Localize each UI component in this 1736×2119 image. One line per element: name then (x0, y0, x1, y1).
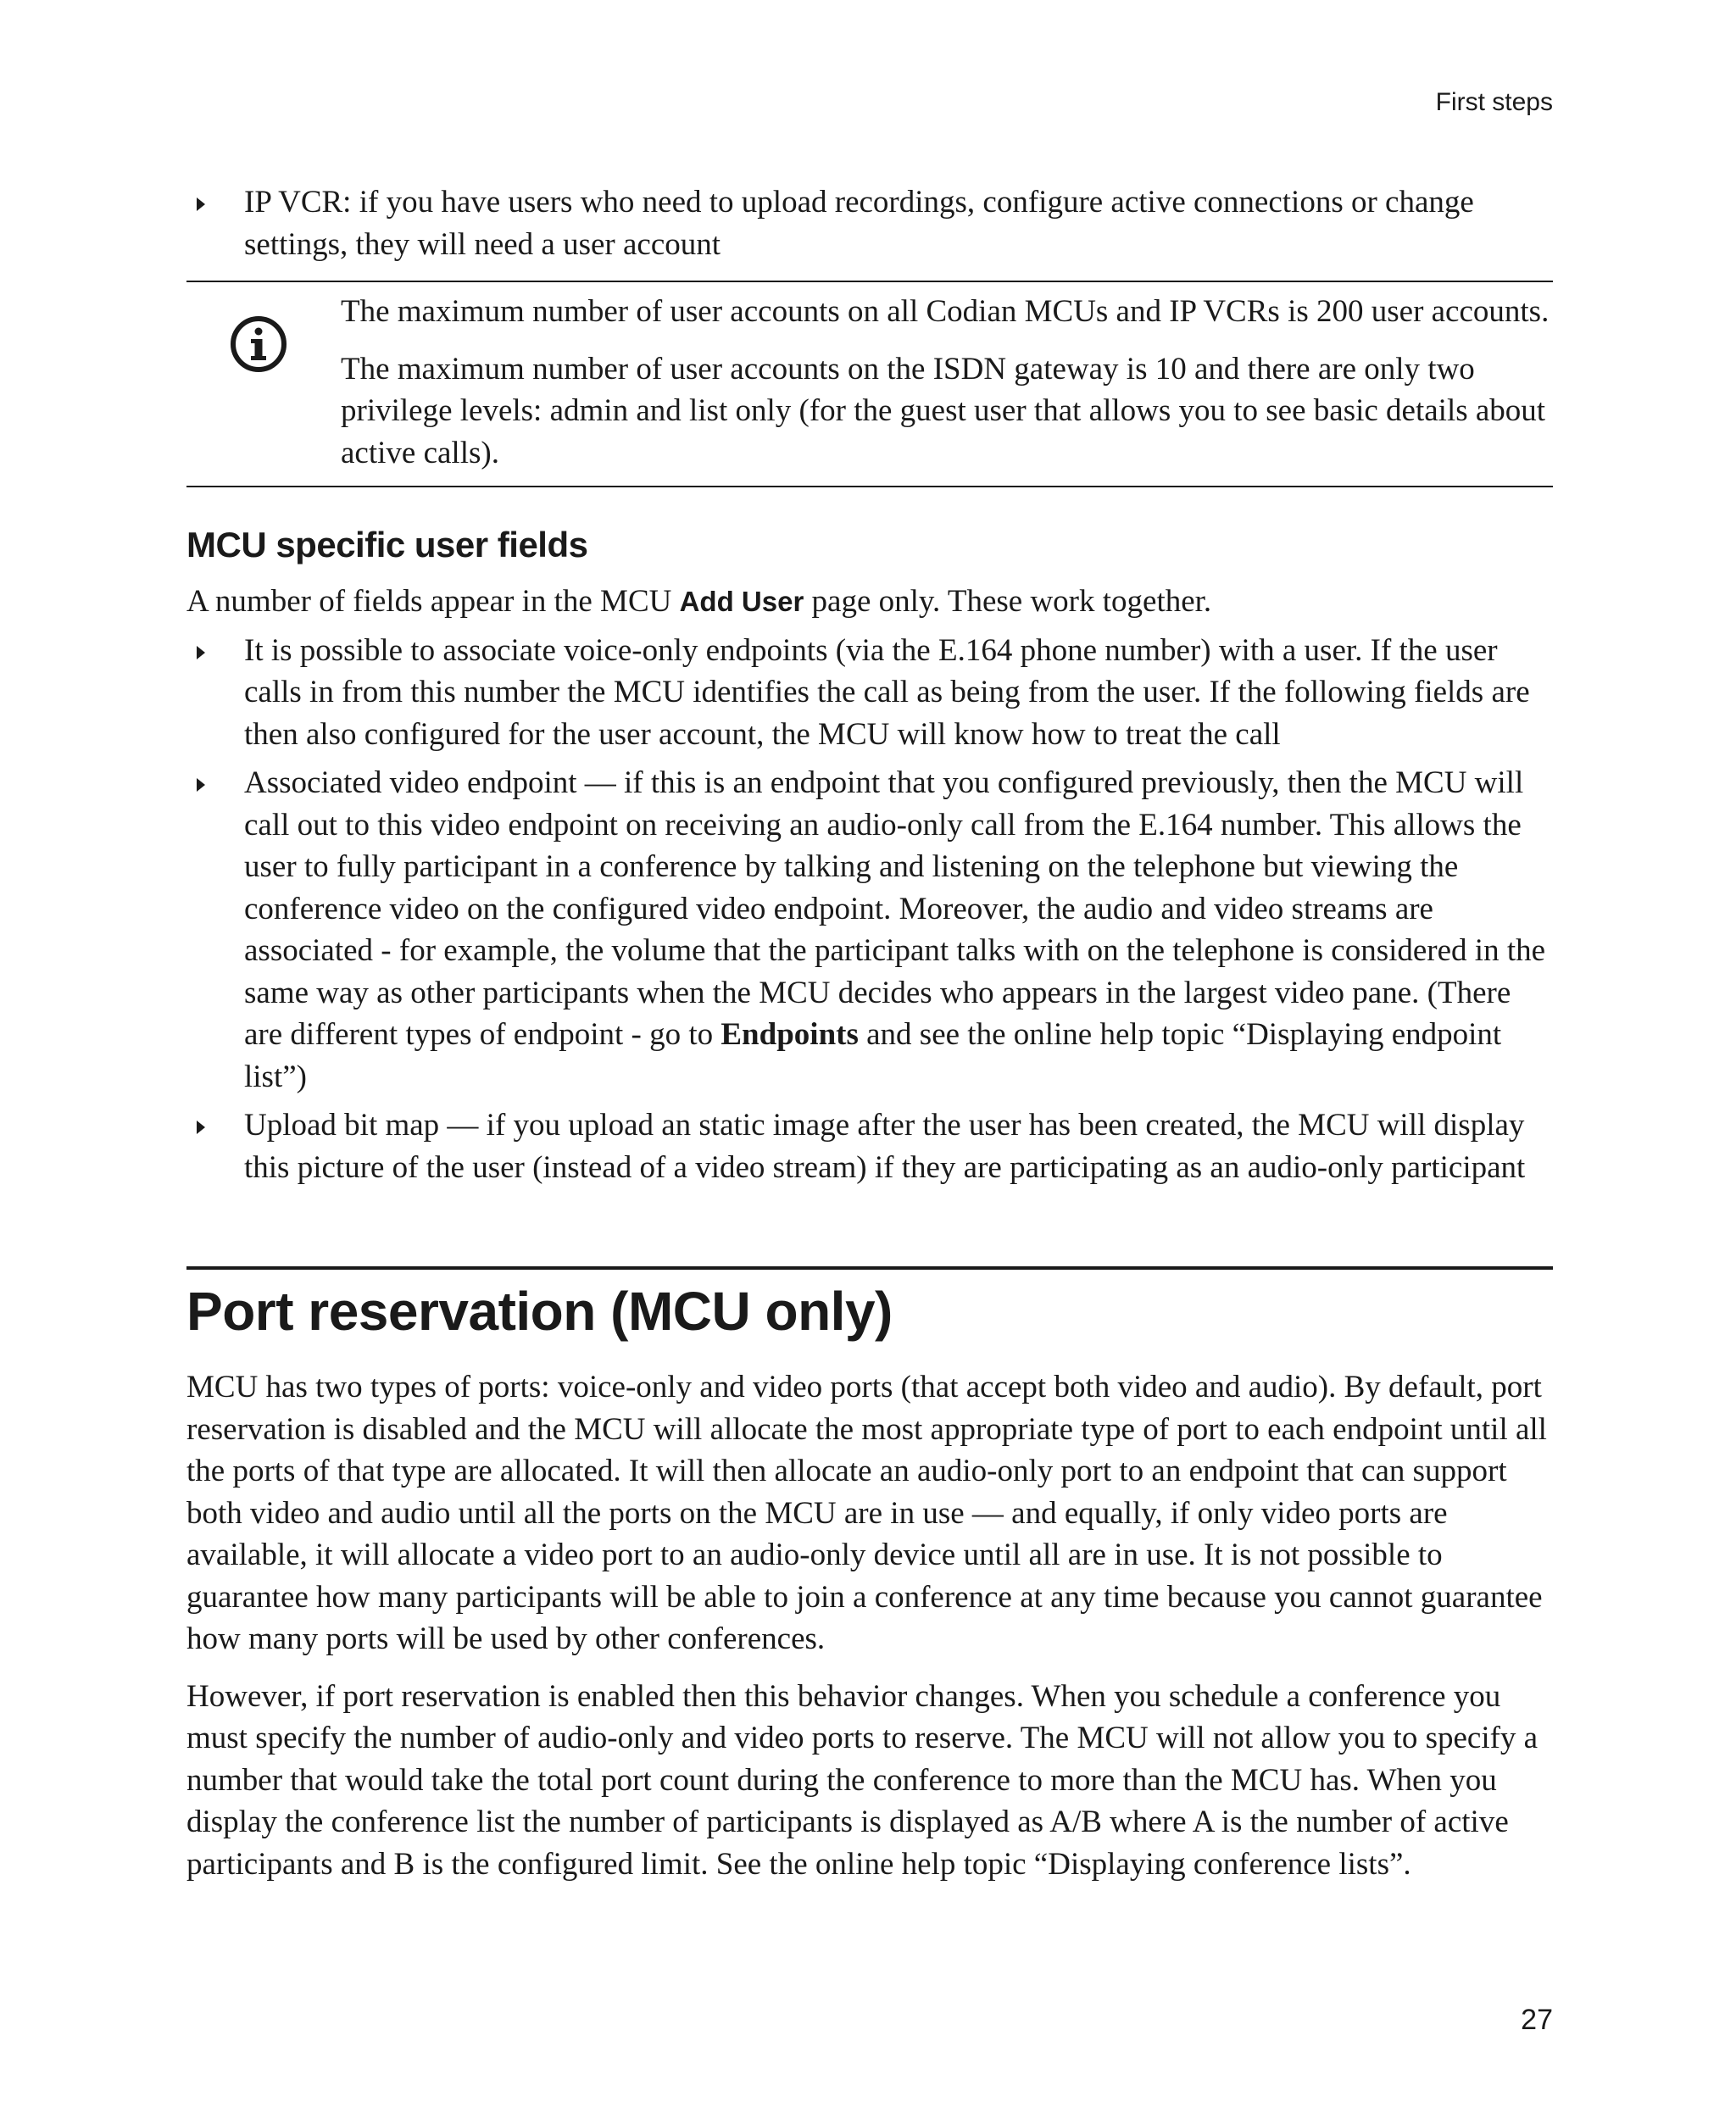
list-item (186, 181, 1553, 265)
bullet-arrow-icon (197, 646, 205, 659)
mcu-fields-bullet-list (186, 630, 1553, 1189)
list-item (186, 630, 1553, 756)
mcu-fields-heading: MCU specific user fields (186, 525, 588, 565)
note-paragraph: The maximum number of user accounts on the ISDN gateway is 10 and there are only two privilege levels: admin and list only (for the guest user that allows you to see basic details about active calls). (341, 351, 1546, 470)
add-user-term: Add User (679, 586, 804, 617)
list-item-text: Associated video endpoint — if this is an endpoint that you configured previously, then the MCU will call out to this video endpoint on receiving an audio-only call from the E.164 number. This allows the user to fully participant in a conference by talking and listening on the telephone but viewing the conference video on the configured video endpoint. Moreover, the audio and video streams are associated - for example, the volume that the participant talks with on the telephone is considered in the same way as other participants when the MCU decides who appears in the largest video pane. (There are different types of endpoint - go to (244, 765, 1546, 1052)
intro-text: page only. These work together. (804, 584, 1212, 619)
note-text (341, 291, 1553, 474)
info-icon (229, 314, 288, 374)
endpoints-term: Endpoints (721, 1017, 859, 1052)
section-divider (186, 1266, 1553, 1270)
list-item (186, 1104, 1553, 1188)
page-number: 27 (1521, 2004, 1553, 2036)
top-bullet-list (186, 181, 1553, 265)
section-body (186, 1366, 1553, 1885)
bullet-arrow-icon (197, 778, 205, 792)
list-item (186, 762, 1553, 1098)
page-content (186, 181, 1553, 1900)
running-header: First steps (1435, 88, 1553, 116)
body-paragraph: However, if port reservation is enabled then this behavior changes. When you schedule a conference you must specify the number of audio-only and video ports to reserve. The MCU will not allow you to specify a number that would take the total port count during the conference to more than the MCU has. When you display the conference list the number of participants is displayed as A/B where A is the number of active participants and B is the configured limit. See the online help topic “Displaying conference lists”. (186, 1678, 1538, 1882)
note-box (186, 281, 1553, 487)
note-paragraph: The maximum number of user accounts on all Codian MCUs and IP VCRs is 200 user accounts. (341, 294, 1550, 329)
intro-text: A number of fields appear in the MCU (186, 584, 680, 619)
mcu-fields-intro (186, 581, 1553, 623)
list-item-text: Upload bit map — if you upload an static image after the user has been created, the MCU will display this picture of the user (instead of a video stream) if they are participating as an audio-only participant (244, 1108, 1526, 1185)
list-item-text: It is possible to associate voice-only endpoints (via the E.164 phone number) with a user. If the user calls in from this number the MCU identifies the call as being from the user. If the following fields are then also configured for the user account, the MCU will know how to treat the call (244, 632, 1530, 752)
body-paragraph: MCU has two types of ports: voice-only and video ports (that accept both video and audio). By default, port reservation is disabled and the MCU will allocate the most appropriate type of port to each endpoint until all the ports of that type are allocated. It will then allocate an audio-only port to an endpoint that can support both video and audio until all the ports on the MCU are in use — and equally, if only video ports are available, it will allocate a video port to an audio-only device until all are in use. It is not possible to guarantee how many participants will be able to join a conference at any time because you cannot guarantee how many ports will be used by other conferences. (186, 1370, 1547, 1656)
bullet-arrow-icon (197, 1121, 205, 1134)
list-item-text: IP VCR: if you have users who need to upload recordings, configure active connections or change settings, they will need a user account (244, 185, 1474, 262)
bullet-arrow-icon (197, 197, 205, 211)
list-item-text: and see the online help topic “Displaying endpoint list”) (244, 1017, 1502, 1094)
section-heading: Port reservation (MCU only) (186, 1281, 893, 1342)
